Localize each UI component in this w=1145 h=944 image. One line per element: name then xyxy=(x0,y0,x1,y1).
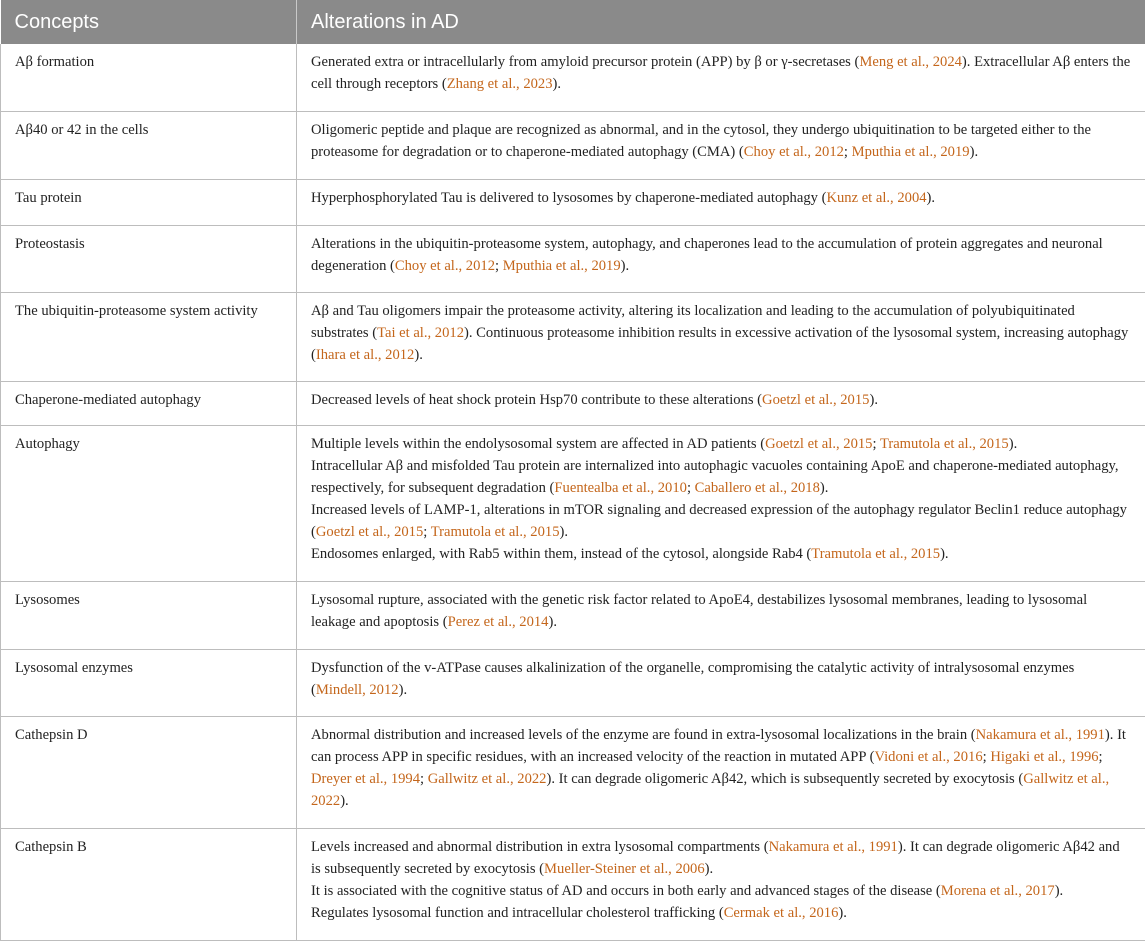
alteration-text: Generated extra or intracellularly from amyloid precursor protein (APP) by β or γ-secretases ( xyxy=(311,54,860,70)
alteration-text: Dysfunction of the v-ATPase causes alkalinization of the organelle, compromising the catalytic activity of intralysosomal enzymes ( xyxy=(311,659,1075,698)
citation-link[interactable]: Gallwitz et al., 2022 xyxy=(311,770,1110,809)
citation-link[interactable]: Ihara et al., 2012 xyxy=(315,346,415,363)
alteration-text: Lysosomal rupture, associated with the genetic risk factor related to ApoE4, destabilizes lysosomal membranes, leading to lysosomal leakage and apoptosis ( xyxy=(311,591,1088,630)
table-body xyxy=(1,44,1145,940)
citation-link[interactable]: Tramutola et al., 2015 xyxy=(879,435,1009,452)
alteration-text: ; xyxy=(872,435,880,452)
alteration-cell xyxy=(297,179,1145,225)
alteration-paragraph xyxy=(311,724,1132,812)
alteration-text: ). xyxy=(1054,882,1064,899)
citation-link[interactable]: Mputhia et al., 2019 xyxy=(851,143,970,160)
citation-link[interactable]: Cermak et al., 2016 xyxy=(723,904,839,921)
concept-cell: Autophagy xyxy=(1,425,297,581)
citation-link[interactable]: Mindell, 2012 xyxy=(315,681,399,698)
alteration-text: ). xyxy=(559,523,569,540)
alteration-paragraph xyxy=(311,51,1132,95)
concept-cell: Lysosomes xyxy=(1,581,297,649)
alteration-text: ). xyxy=(620,257,630,274)
alteration-paragraph xyxy=(311,455,1132,499)
alteration-paragraph xyxy=(311,836,1132,880)
concept-cell: Proteostasis xyxy=(1,225,297,292)
alteration-text: Levels increased and abnormal distribution in extra lysosomal compartments ( xyxy=(311,838,769,855)
alteration-cell xyxy=(297,111,1145,179)
alteration-cell xyxy=(297,649,1145,716)
alteration-text: Abnormal distribution and increased levels of the enzyme are found in extra-lysosomal localizations in the brain ( xyxy=(311,726,976,743)
alteration-paragraph xyxy=(311,902,1132,924)
table-row xyxy=(1,649,1145,716)
concept-cell: Tau protein xyxy=(1,179,297,225)
alteration-paragraph xyxy=(311,233,1132,277)
citation-link[interactable]: Tramutola et al., 2015 xyxy=(811,545,941,562)
alteration-text: ; xyxy=(495,257,503,274)
table-row xyxy=(1,111,1145,179)
citation-link[interactable]: Dreyer et al., 1994 xyxy=(311,770,421,787)
alteration-text: ). Continuous proteasome inhibition results in excessive activation of the lysosomal system, increasing autophagy ( xyxy=(311,324,1129,363)
alteration-text: ; xyxy=(982,748,991,765)
alteration-text: ). xyxy=(340,792,349,809)
alteration-text: ). xyxy=(1008,435,1018,452)
alteration-paragraph xyxy=(311,657,1132,701)
alteration-text: ). xyxy=(552,76,562,92)
alteration-text: ). xyxy=(969,143,979,160)
table-row xyxy=(1,292,1145,381)
alteration-text: ; xyxy=(686,479,695,496)
citation-link[interactable]: Mputhia et al., 2019 xyxy=(502,257,621,274)
citation-link[interactable]: Perez et al., 2014 xyxy=(447,613,549,630)
alteration-text: ). xyxy=(869,391,878,408)
alteration-cell xyxy=(297,828,1145,940)
alteration-text: ; xyxy=(843,143,852,160)
alteration-text: ; xyxy=(1098,748,1103,765)
alteration-text: ; xyxy=(420,770,428,787)
alteration-text: ). xyxy=(819,479,829,496)
table-row xyxy=(1,225,1145,292)
alteration-text: ). It can process APP in specific residues, with an increased velocity of the reaction in mutated APP ( xyxy=(311,726,1126,765)
alteration-text: Oligomeric peptide and plaque are recognized as abnormal, and in the cytosol, they undergo ubiquitination to be targeted either to the proteasome for degradation or to chaperone-mediated autophagy (CMA) ( xyxy=(311,121,1091,160)
concept-cell: The ubiquitin-proteasome system activity xyxy=(1,292,297,381)
alteration-text: Regulates lysosomal function and intracellular cholesterol trafficking ( xyxy=(311,904,724,921)
alteration-cell xyxy=(297,381,1145,425)
alteration-paragraph xyxy=(311,880,1132,902)
table-row xyxy=(1,44,1145,111)
alteration-text: ; xyxy=(423,523,431,540)
citation-link[interactable]: Morena et al., 2017 xyxy=(940,882,1055,899)
alteration-text: ). xyxy=(926,189,936,206)
alteration-text: Decreased levels of heat shock protein Hsp70 contribute to these alterations ( xyxy=(311,391,763,408)
alteration-paragraph xyxy=(311,187,1132,209)
alteration-paragraph xyxy=(311,389,1132,411)
alteration-text: Multiple levels within the endolysosomal system are affected in AD patients ( xyxy=(311,435,766,452)
alteration-text: Hyperphosphorylated Tau is delivered to lysosomes by chaperone-mediated autophagy ( xyxy=(311,189,827,206)
citation-link[interactable]: Fuentealba et al., 2010 xyxy=(554,479,687,496)
alteration-text: ). xyxy=(398,681,408,698)
alteration-paragraph xyxy=(311,119,1132,163)
alteration-paragraph xyxy=(311,543,1132,565)
citation-link[interactable]: Tai et al., 2012 xyxy=(377,324,464,341)
header-alterations: Alterations in AD xyxy=(297,0,1145,44)
alteration-text: Aβ and Tau oligomers impair the proteasome activity, altering its localization and leading to the accumulation of polyubiquitinated substrates ( xyxy=(311,302,1075,341)
citation-link[interactable]: Kunz et al., 2004 xyxy=(826,189,927,206)
alteration-text: ). xyxy=(548,613,557,630)
table-row xyxy=(1,179,1145,225)
alteration-paragraph xyxy=(311,499,1132,543)
table-row xyxy=(1,425,1145,581)
alteration-text: It is associated with the cognitive status of AD and occurs in both early and advanced stages of the disease ( xyxy=(311,882,941,899)
alteration-text: ). It can degrade oligomeric Aβ42 and is subsequently secreted by exocytosis ( xyxy=(311,838,1120,877)
citation-link[interactable]: Mueller-Steiner et al., 2006 xyxy=(544,860,705,877)
alteration-text: ). It can degrade oligomeric Aβ42, which is subsequently secreted by exocytosis ( xyxy=(546,770,1024,787)
alteration-cell xyxy=(297,225,1145,292)
alteration-paragraph xyxy=(311,433,1132,455)
alteration-cell xyxy=(297,425,1145,581)
alteration-text: Intracellular Aβ and misfolded Tau protein are internalized into autophagic vacuoles containing ApoE and chaperone-mediated autophagy, respectively, for subsequent degradation ( xyxy=(311,457,1119,496)
alteration-paragraph xyxy=(311,300,1132,366)
citation-link[interactable]: Caballero et al., 2018 xyxy=(694,479,820,496)
table-row xyxy=(1,581,1145,649)
table-row xyxy=(1,828,1145,940)
alteration-text: ). xyxy=(414,346,423,363)
concept-cell: Aβ formation xyxy=(1,44,297,111)
alteration-cell xyxy=(297,44,1145,111)
concept-cell: Cathepsin D xyxy=(1,716,297,828)
header-concepts: Concepts xyxy=(1,0,297,44)
concept-cell: Cathepsin B xyxy=(1,828,297,940)
concept-cell: Aβ40 or 42 in the cells xyxy=(1,111,297,179)
citation-link[interactable]: Choy et al., 2012 xyxy=(394,257,495,274)
alteration-text: Increased levels of LAMP-1, alterations in mTOR signaling and decreased expression of the autophagy regulator Beclin1 reduce autophagy ( xyxy=(311,501,1127,540)
alteration-cell xyxy=(297,716,1145,828)
citation-link[interactable]: Vidoni et al., 2016 xyxy=(874,748,983,765)
alteration-cell xyxy=(297,581,1145,649)
citation-link[interactable]: Tramutola et al., 2015 xyxy=(430,523,560,540)
citation-link[interactable]: Choy et al., 2012 xyxy=(743,143,844,160)
alteration-text: ). xyxy=(704,860,714,877)
concept-cell: Chaperone-mediated autophagy xyxy=(1,381,297,425)
citation-link[interactable]: Zhang et al., 2023 xyxy=(446,76,553,92)
citation-link[interactable]: Meng et al., 2024 xyxy=(859,54,962,70)
alteration-text: Endosomes enlarged, with Rab5 within them, instead of the cytosol, alongside Rab4 ( xyxy=(311,545,812,562)
alteration-text: ). Extracellular Aβ enters the cell through receptors ( xyxy=(311,54,1131,92)
table-row xyxy=(1,381,1145,425)
citation-link[interactable]: Higaki et al., 1996 xyxy=(990,748,1099,765)
table-row xyxy=(1,716,1145,828)
concept-cell: Lysosomal enzymes xyxy=(1,649,297,716)
alteration-cell xyxy=(297,292,1145,381)
citation-link[interactable]: Nakamura et al., 1991 xyxy=(768,838,898,855)
citation-link[interactable]: Goetzl et al., 2015 xyxy=(765,435,873,452)
table-header-row xyxy=(1,0,1145,44)
alteration-text: ). xyxy=(940,545,949,562)
citation-link[interactable]: Gallwitz et al., 2022 xyxy=(427,770,547,787)
citation-link[interactable]: Goetzl et al., 2015 xyxy=(762,391,870,408)
alteration-text: Alterations in the ubiquitin-proteasome system, autophagy, and chaperones lead to the accumulation of protein aggregates and neuronal degeneration ( xyxy=(311,235,1103,274)
citation-link[interactable]: Goetzl et al., 2015 xyxy=(315,523,424,540)
alteration-text: ). xyxy=(838,904,847,921)
citation-link[interactable]: Nakamura et al., 1991 xyxy=(975,726,1105,743)
alteration-paragraph xyxy=(311,589,1132,633)
